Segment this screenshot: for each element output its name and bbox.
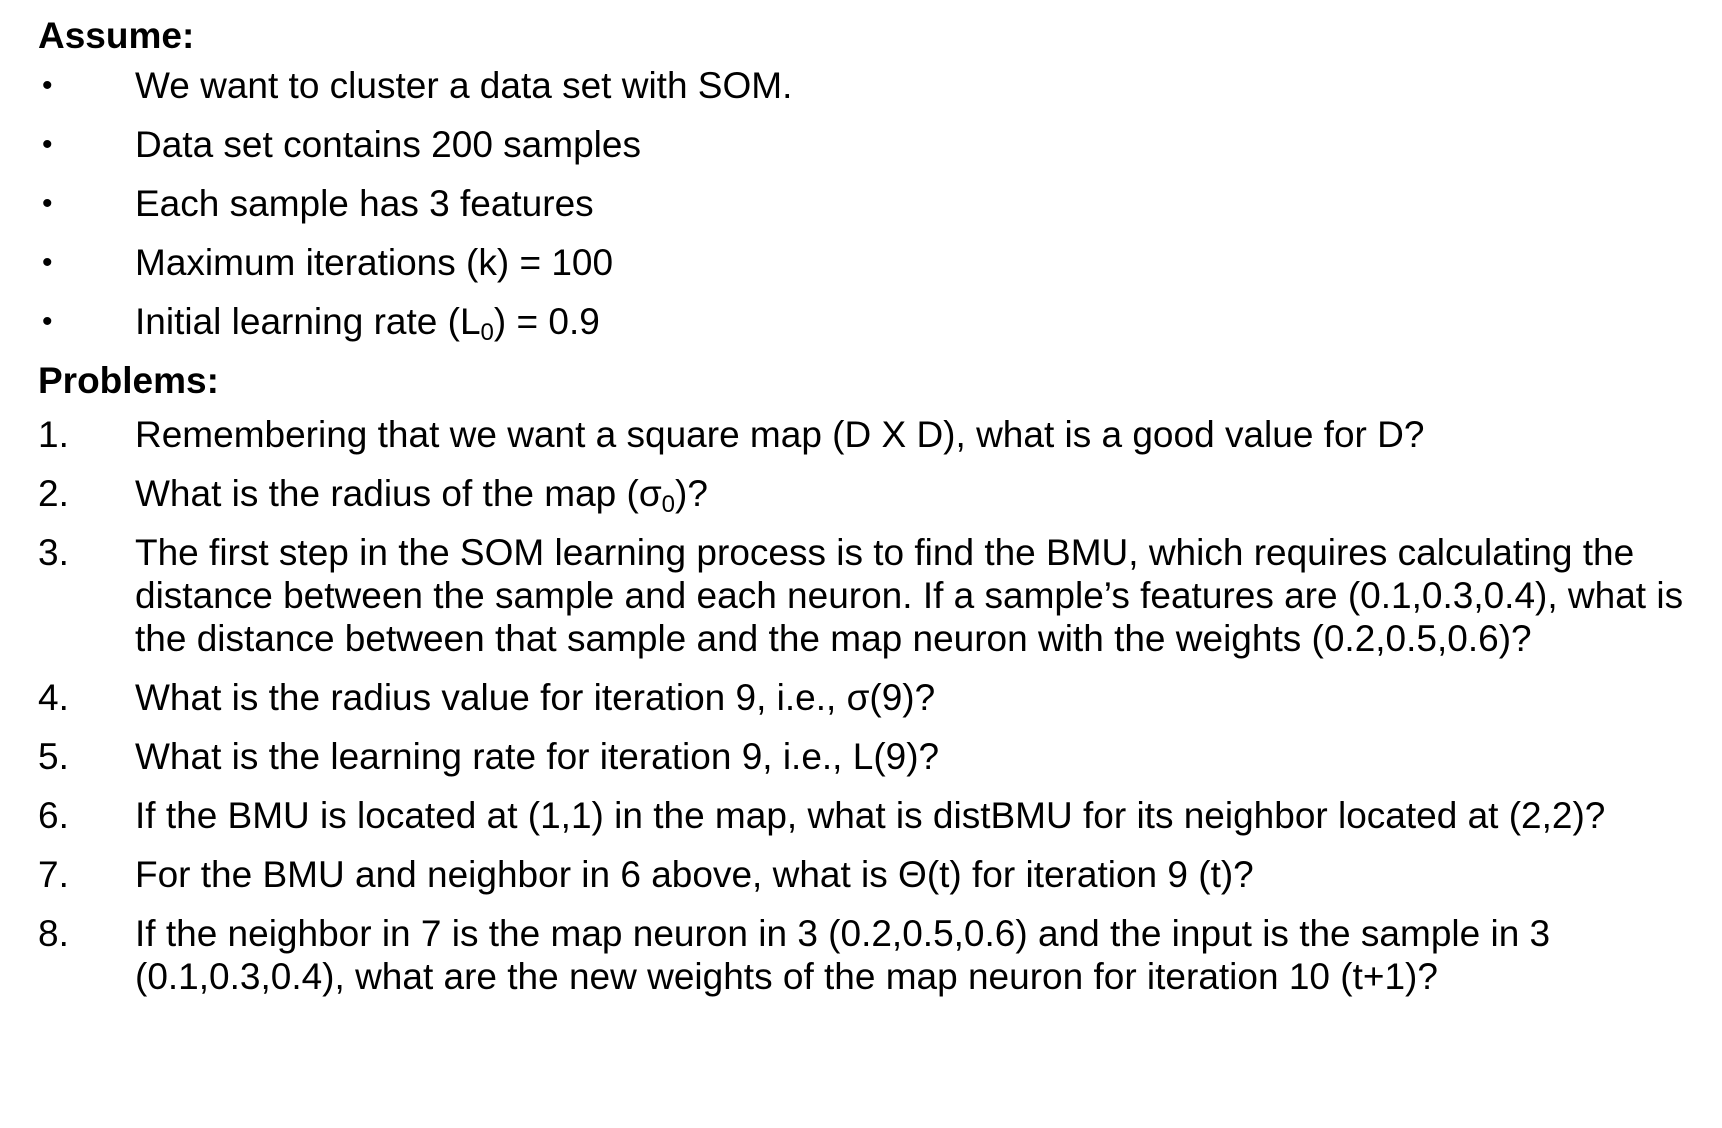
problem-number: 5. — [38, 736, 69, 777]
bullet-icon: • — [42, 69, 53, 102]
problem-text — [135, 472, 1702, 518]
assumption-text: We want to cluster a data set with SOM. — [135, 65, 793, 106]
assumption-item — [38, 298, 1702, 357]
problem-number: 2. — [38, 473, 69, 514]
bullet-icon: • — [42, 246, 53, 279]
problem-text: Remembering that we want a square map (D X D), what is a good value for D? — [135, 414, 1425, 455]
assumption-text: Each sample has 3 features — [135, 183, 594, 224]
text-part: ) = 0.9 — [493, 301, 600, 342]
problem-item — [38, 788, 1702, 847]
assumptions-list — [38, 62, 1702, 357]
problem-text: If the BMU is located at (1,1) in the map, what is distBMU for its neighbor located at (2,2)? — [135, 795, 1606, 836]
assumption-text: Maximum iterations (k) = 100 — [135, 242, 614, 283]
problem-number: 7. — [38, 854, 69, 895]
problem-number: 4. — [38, 677, 69, 718]
text-part: What is the radius of the map (σ — [135, 473, 662, 514]
text-part: )? — [675, 473, 708, 514]
problem-text: The first step in the SOM learning process is to find the BMU, which requires calculating the distance between the sample and each neuron. If a sample’s features are (0.1,0.3,0.4), what is the distance between that sample and the map neuron with the weights (0.2,0.5,0.6)? — [135, 532, 1684, 659]
assumption-item — [38, 239, 1702, 298]
problems-heading: Problems: — [38, 360, 219, 401]
subscript: 0 — [480, 319, 494, 346]
problem-text: For the BMU and neighbor in 6 above, what is Θ(t) for iteration 9 (t)? — [135, 854, 1254, 895]
problem-text: If the neighbor in 7 is the map neuron in 3 (0.2,0.5,0.6) and the input is the sample in 3 (0.1,0.3,0.4), what are the new weights of the map neuron for iteration 10 (t+1)? — [135, 913, 1551, 997]
assumption-item — [38, 121, 1702, 180]
subscript: 0 — [661, 491, 676, 518]
assume-heading: Assume: — [38, 15, 195, 56]
problem-number: 3. — [38, 532, 69, 573]
problem-text: What is the learning rate for iteration 9, i.e., L(9)? — [135, 736, 940, 777]
problem-item — [38, 525, 1702, 670]
problems-list — [38, 407, 1702, 1008]
bullet-icon: • — [42, 305, 53, 338]
assumption-text — [135, 298, 1702, 346]
problem-number: 1. — [38, 414, 69, 455]
problem-item — [38, 670, 1702, 729]
bullet-icon: • — [42, 128, 53, 161]
problem-item — [38, 466, 1702, 525]
assumption-item — [38, 62, 1702, 121]
text-part: Initial learning rate (L — [135, 301, 481, 342]
assumption-text: Data set contains 200 samples — [135, 124, 641, 165]
problem-text: What is the radius value for iteration 9, i.e., σ(9)? — [135, 677, 936, 718]
problem-item — [38, 729, 1702, 788]
problem-number: 6. — [38, 795, 69, 836]
assumption-item — [38, 180, 1702, 239]
problem-item — [38, 906, 1702, 1008]
problem-item — [38, 407, 1702, 466]
problem-number: 8. — [38, 913, 69, 954]
problem-item — [38, 847, 1702, 906]
bullet-icon: • — [42, 187, 53, 220]
